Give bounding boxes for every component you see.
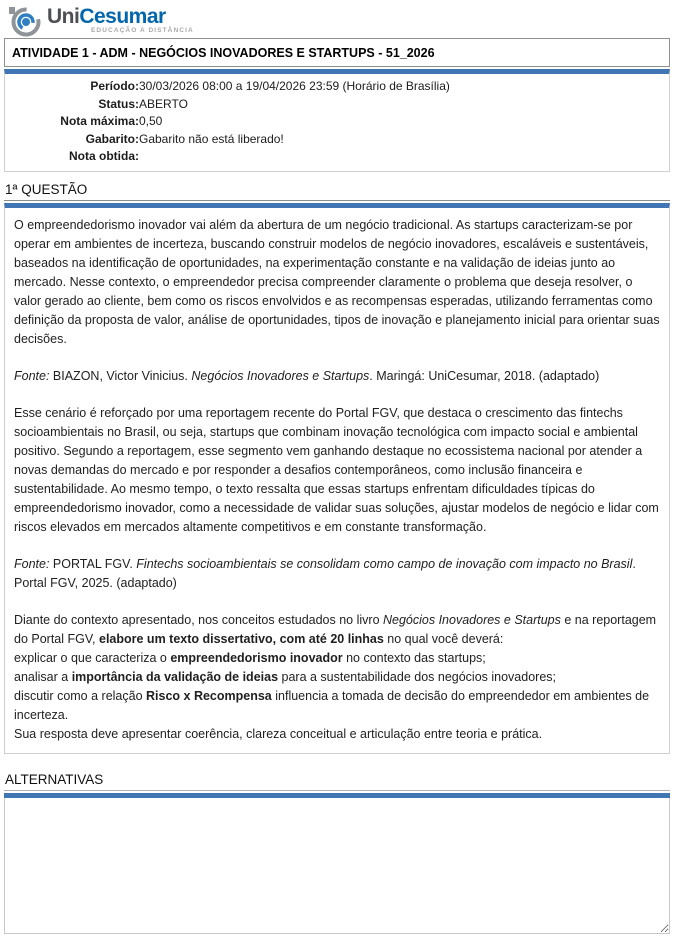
meta-label: Gabarito: (85, 131, 139, 146)
meta-value: ABERTO (139, 96, 188, 111)
question-paragraph: Diante do contexto apresentado, nos conceitos estudados no livro Negócios Inovadores e Startups e na reportagem do Portal FGV, elabore um texto dissertativo, com até 20 linhas no qual você deverá: (14, 612, 657, 646)
meta-label: Status: (98, 96, 139, 111)
question-paragraph: Fonte: BIAZON, Victor Vinicius. Negócios Inovadores e Startups. Maringá: UniCesumar, 2018. (adaptado) (14, 368, 600, 383)
alternativas-heading: ALTERNATIVAS (4, 772, 670, 791)
unicesumar-logo-icon (8, 6, 44, 37)
logo-cesumar: Cesumar (79, 5, 166, 28)
activity-meta-box (4, 69, 670, 172)
question-paragraph: discutir como a relação Risco x Recompensa influencia a tomada de decisão do empreendedor em ambientes de incerteza. (14, 688, 650, 722)
unicesumar-logo (4, 3, 670, 38)
meta-value (139, 148, 669, 166)
logo-tagline: EDUCAÇÃO A DISTÂNCIA (91, 27, 194, 34)
meta-row (5, 131, 669, 149)
unicesumar-logo-text (47, 6, 194, 35)
question-paragraph: Fonte: PORTAL FGV. Fintechs socioambientais se consolidam como campo de inovação com impacto no Brasil. Portal FGV, 2025. (adaptado) (14, 556, 636, 590)
question-paragraph: explicar o que caracteriza o empreendedorismo inovador no contexto das startups; (14, 650, 486, 665)
logo-uni: Uni (47, 5, 80, 28)
answer-box (4, 793, 670, 934)
meta-row (5, 148, 669, 166)
question-paragraph: analisar a importância da validação de ideias para a sustentabilidade dos negócios inovadores; (14, 669, 556, 684)
meta-row (5, 78, 669, 96)
meta-row (5, 96, 669, 114)
answer-textarea[interactable] (4, 798, 670, 934)
question-paragraph: Sua resposta deve apresentar coerência, clareza conceitual e articulação entre teoria e prática. (14, 726, 543, 741)
question-paragraph: Esse cenário é reforçado por uma reportagem recente do Portal FGV, que destaca o crescimento das fintechs socioambientais no Brasil, ou seja, startups que combinam inovação tecnológica com impacto social e ambiental positivo. Segundo a reportagem, esse segmento vem ganhando destaque no ecossistema nacional por atender a novas demandas do mercado e por responder a desafios contemporâneos, como inclusão financeira e sustentabilidade. Ao mesmo tempo, o texto ressalta que essas startups enfrentam dificuldades típicas do empreendedorismo inovador, como a necessidade de validar suas soluções, ajustar modelos de negócio e lidar com riscos elevados em mercados altamente competitivos e em constante transformação. (14, 405, 659, 534)
meta-value: 0,50 (139, 114, 163, 128)
meta-label: Período: (90, 79, 139, 93)
meta-value: 30/03/2026 08:00 a 19/04/2026 23:59 (Horário de Brasília) (139, 79, 450, 93)
meta-label: Nota obtida: (69, 149, 139, 163)
meta-label: Nota máxima: (60, 114, 139, 128)
activity-title-bar (4, 38, 670, 67)
question-paragraph: O empreendedorismo inovador vai além da abertura de um negócio tradicional. As startups caracterizam-se por operar em ambientes de incerteza, buscando construir modelos de negócio inovadores, escaláveis e sustentáveis, baseados na identificação de oportunidades, na experimentação constante e na validação de ideias junto ao mercado. Nesse contexto, o empreendedor precisa compreender claramente o problema que deseja resolver, o valor gerado ao cliente, bem como os riscos envolvidos e as recompensas esperadas, utilizando ferramentas como definição da proposta de valor, análise de oportunidades, tipos de inovação e planejamento inicial para orientar suas decisões. (14, 217, 660, 346)
meta-value: Gabarito não está liberado! (139, 131, 284, 146)
question-body (4, 203, 670, 754)
question-heading: 1ª QUESTÃO (4, 182, 670, 201)
activity-title: ATIVIDADE 1 - ADM - NEGÓCIOS INOVADORES E STARTUPS - 51_2026 (12, 46, 435, 60)
meta-row (5, 113, 669, 131)
